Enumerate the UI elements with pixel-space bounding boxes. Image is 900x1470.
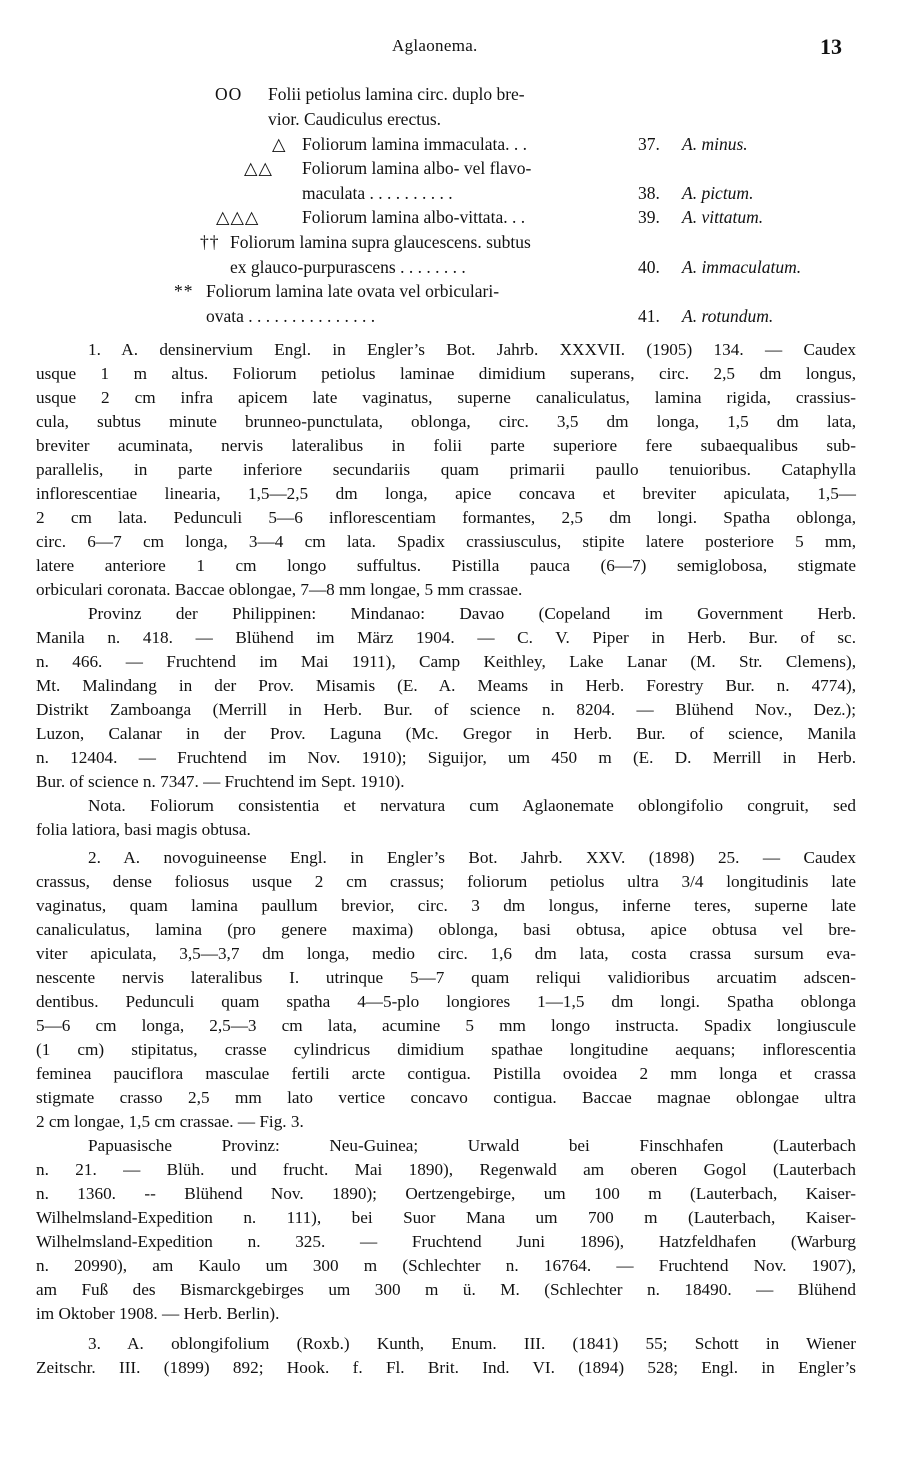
text-line: crassus, dense foliosus usque 2 cm crassus; foliorum petiolus ultra 3/4 longitudinis late xyxy=(36,872,856,891)
text-line: am Fuß des Bismarckgebirges um 300 m ü. M. (Schlechter n. 18490. — Blühend xyxy=(36,1280,856,1299)
text-line: 2. A. novoguineense Engl. in Engler’s Bot. Jahrb. XXV. (1898) 25. — Caudex xyxy=(88,848,856,867)
text-line: Manila n. 418. — Blühend im März 1904. — C. V. Piper in Herb. Bur. of sc. xyxy=(36,628,856,647)
text-line: inflorescentiae linearia, 1,5—2,5 dm longa, apice concava et breviter apiculata, 1,5— xyxy=(36,484,856,503)
key-species-number: 39. xyxy=(638,207,660,227)
text-line: parallelis, in parte inferiore secundariis quam primarii paullo tenuioribus. Cataphylla xyxy=(36,460,856,479)
text-line: circ. 6—7 cm longa, 3—4 cm lata. Spadix crassiusculus, stipite latere posteriore 5 mm, xyxy=(36,532,856,551)
text-line: 2 cm lata. Pedunculi 5—6 inflorescentiam formantes, 2,5 dm longi. Spatha oblonga, xyxy=(36,508,856,527)
text-line: usque 1 m altus. Foliorum petiolus laminae dimidium superans, circ. 2,5 dm longus, xyxy=(36,364,856,383)
text-line: usque 2 cm infra apicem late vaginatus, superne canaliculatus, lamina rigida, crassius- xyxy=(36,388,856,407)
text-line: im Oktober 1908. — Herb. Berlin). xyxy=(36,1304,280,1323)
key-species-name: A. vittatum. xyxy=(682,207,764,227)
key-marker-daggers: †† xyxy=(200,232,220,252)
text-line: Provinz der Philippinen: Mindanao: Davao (Copeland im Government Herb. xyxy=(88,604,856,623)
key-line: Foliorum lamina immaculata. . . xyxy=(302,134,528,154)
text-line: n. 21. — Blüh. und frucht. Mai 1890), Regenwald am oberen Gogol (Lauterbach xyxy=(36,1160,856,1179)
page-number: 13 xyxy=(820,34,842,59)
key-line: maculata . . . . . . . . . . xyxy=(302,183,453,203)
key-line: vior. Caudiculus erectus. xyxy=(268,109,442,129)
key-line: Foliorum lamina late ovata vel orbiculari- xyxy=(206,281,500,301)
key-species-name: A. immaculatum. xyxy=(682,257,802,277)
key-line: Foliorum lamina albo- vel flavo- xyxy=(302,158,532,178)
text-line: Bur. of science n. 7347. — Fruchtend im Sept. 1910). xyxy=(36,772,405,791)
key-species-name: A. pictum. xyxy=(682,183,754,203)
key-line: Foliorum lamina albo-vittata. . . xyxy=(302,207,526,227)
key-marker-triangle: △ xyxy=(272,134,287,154)
text-line: Papuasische Provinz: Neu-Guinea; Urwald bei Finschhafen (Lauterbach xyxy=(88,1136,856,1155)
text-line: Nota. Foliorum consistentia et nervatura cum Aglaonemate oblongifolio congruit, sed xyxy=(88,796,856,815)
text-line: Distrikt Zamboanga (Merrill in Herb. Bur. of science n. 8204. — Blühend Nov., Dez.); xyxy=(36,700,856,719)
text-line: vaginatus, quam lamina paullum brevior, circ. 3 dm longus, inferne teres, superne late xyxy=(36,896,856,915)
text-line: 1. A. densinervium Engl. in Engler’s Bot. Jahrb. XXXVII. (1905) 134. — Caudex xyxy=(88,340,856,359)
text-line: n. 12404. — Fruchtend im Nov. 1910); Siguijor, um 450 m (E. D. Merrill in Herb. xyxy=(36,748,856,767)
key-species-name: A. minus. xyxy=(682,134,748,154)
text-line: cula, subtus minute brunneo-punctulata, oblonga, circ. 3,5 dm longa, 1,5 dm lata, xyxy=(36,412,856,431)
text-line: canaliculatus, lamina (pro genere maxima) oblonga, basi obtusa, apice obtusa vel bre- xyxy=(36,920,856,939)
key-marker-circles: OO xyxy=(215,84,243,104)
text-line: Wilhelmsland-Expedition n. 111), bei Suor Mana um 700 m (Lauterbach, Kaiser- xyxy=(36,1208,856,1227)
text-line: n. 20990), am Kaulo um 300 m (Schlechter n. 16764. — Fruchtend Nov. 1907), xyxy=(36,1256,856,1275)
text-line: 2 cm longae, 1,5 cm crassae. — Fig. 3. xyxy=(36,1112,304,1131)
text-line: n. 1360. -- Blühend Nov. 1890); Oertzengebirge, um 100 m (Lauterbach, Kaiser- xyxy=(36,1184,856,1203)
key-marker-asterisks: ** xyxy=(174,281,194,301)
running-title: Aglaonema. xyxy=(392,36,478,55)
text-line: nescente nervis lateralibus I. utrinque 5—7 quam reliqui validioribus arcuatim adscen- xyxy=(36,968,856,987)
key-line: ex glauco-purpurascens . . . . . . . . xyxy=(230,257,466,277)
text-line: Mt. Malindang in der Prov. Misamis (E. A. Meams in Herb. Forestry Bur. n. 4774), xyxy=(36,676,856,695)
key-species-number: 38. xyxy=(638,183,660,203)
text-line: viter apiculata, 3,5—3,7 dm longa, medio circ. 1,6 dm lata, costa crassa sursum eva- xyxy=(36,944,856,963)
key-species-number: 41. xyxy=(638,306,660,326)
text-line: folia latiora, basi magis obtusa. xyxy=(36,820,251,839)
text-line: 5—6 cm longa, 2,5—3 cm lata, acumine 5 mm longo instructa. Spadix longiuscule xyxy=(36,1016,856,1035)
text-line: orbiculari coronata. Baccae oblongae, 7—8 mm longae, 5 mm crassae. xyxy=(36,580,523,599)
key-species-number: 37. xyxy=(638,134,660,154)
key-species-number: 40. xyxy=(638,257,660,277)
key-line: ovata . . . . . . . . . . . . . . . xyxy=(206,306,376,326)
text-line: breviter acuminata, nervis lateralibus in folii parte superiore fere subaequalibus sub- xyxy=(36,436,856,455)
key-marker-triangles: △△△ xyxy=(216,207,260,227)
text-line: latere anteriore 1 cm longo suffultus. Pistilla pauca (6—7) semiglobosa, stigmate xyxy=(36,556,856,575)
key-line: Foliorum lamina supra glaucescens. subtus xyxy=(230,232,531,252)
key-species-name: A. rotundum. xyxy=(682,306,774,326)
text-line: feminea pauciflora masculae fertili arcte contigua. Pistilla ovoidea 2 mm longa et crassa xyxy=(36,1064,856,1083)
text-line: dentibus. Pedunculi quam spatha 4—5-plo longiores 1—1,5 dm longi. Spatha oblonga xyxy=(36,992,856,1011)
text-line: stigmate crasso 2,5 mm lato vertice concavo contigua. Baccae magnae oblongae ultra xyxy=(36,1088,856,1107)
text-line: Wilhelmsland-Expedition n. 325. — Fruchtend Juni 1896), Hatzfeldhafen (Warburg xyxy=(36,1232,856,1251)
text-line: n. 466. — Fruchtend im Mai 1911), Camp Keithley, Lake Lanar (M. Str. Clemens), xyxy=(36,652,856,671)
key-line: Folii petiolus lamina circ. duplo bre- xyxy=(268,84,525,104)
text-line: 3. A. oblongifolium (Roxb.) Kunth, Enum. III. (1841) 55; Schott in Wiener xyxy=(88,1334,856,1353)
text-line: Zeitschr. III. (1899) 892; Hook. f. Fl. Brit. Ind. VI. (1894) 528; Engl. in Engler’s xyxy=(36,1358,856,1377)
text-line: Luzon, Calanar in der Prov. Laguna (Mc. Gregor in Herb. Bur. of science, Manila xyxy=(36,724,856,743)
text-line: (1 cm) stipitatus, crasse cylindricus dimidium spathae longitudine aequans; inflorescentia xyxy=(36,1040,856,1059)
key-marker-triangles: △△ xyxy=(244,158,273,178)
